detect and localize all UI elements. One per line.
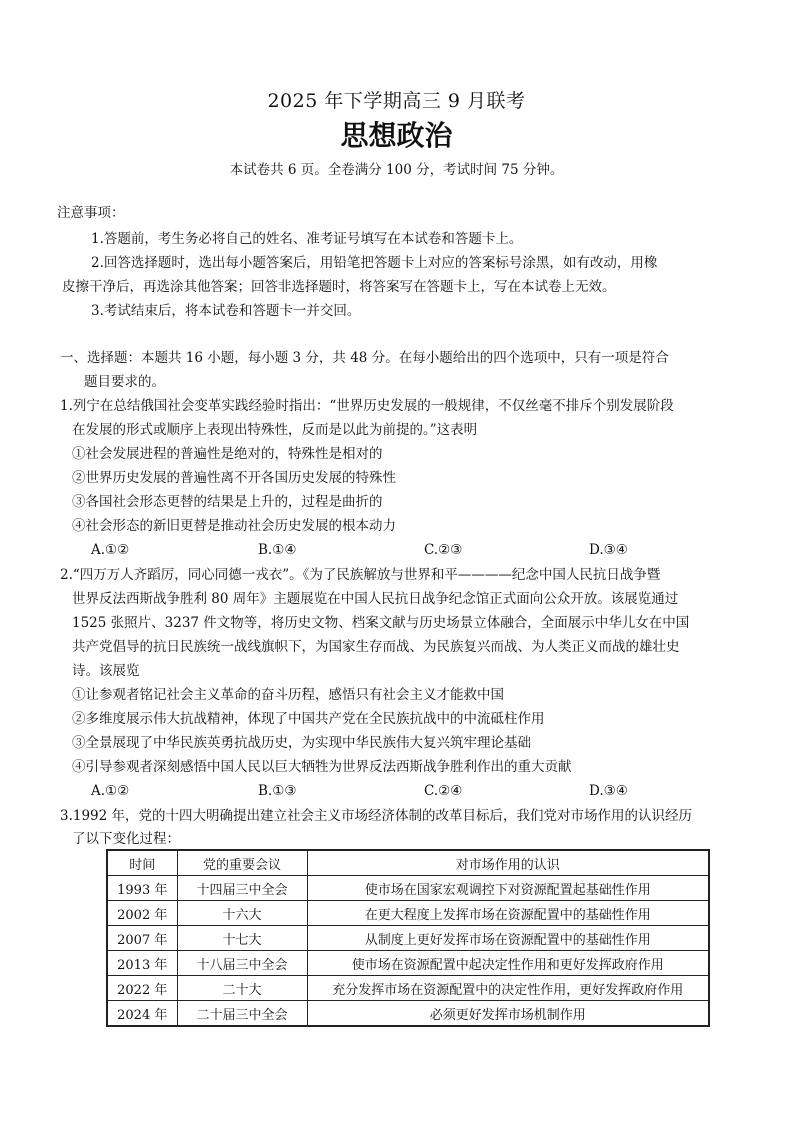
q2-option-b: B.①③ — [258, 783, 297, 799]
q2-statement-2: ②多维度展示伟大抗战精神，体现了中国共产党在全民族抗战中的中流砥柱作用 — [72, 711, 545, 727]
q1-statement-1: ①社会发展进程的普遍性是绝对的，特殊性是相对的 — [72, 446, 383, 462]
table-header-cell: 对市场作用的认识 — [307, 850, 709, 876]
q2-option-a: A.①② — [91, 783, 130, 799]
q2-stem-line-2: 世界反法西斯战争胜利 80 周年》主题展览在中国人民抗日战争纪念馆正式面向公众开放。该展览通过 — [72, 591, 679, 607]
q1-option-c: C.②③ — [424, 542, 463, 558]
q1-statement-2: ②世界历史发展的普遍性离不开各国历史发展的特殊性 — [72, 470, 396, 486]
q2-stem-line-5: 诗。该展览 — [72, 663, 140, 679]
q1-statement-4: ④社会形态的新旧更替是推动社会历史发展的根本动力 — [72, 518, 396, 534]
market-role-table — [106, 849, 710, 1027]
table-cell-understanding: 使市场在国家宏观调控下对资源配置起基础性作用 — [307, 876, 709, 901]
notice-item-3: 3.考试结束后，将本试卷和答题卡一并交回。 — [91, 303, 361, 319]
table-cell-understanding: 必须更好发挥市场机制作用 — [307, 1001, 709, 1027]
q1-options — [0, 538, 793, 562]
table-cell-year: 2002 年 — [107, 901, 177, 926]
notice-item-1: 1.答题前，考生务必将自己的姓名、准考证号填写在本试卷和答题卡上。 — [91, 231, 523, 247]
table-cell-meeting: 十六大 — [177, 901, 307, 926]
q2-option-d: D.③④ — [589, 783, 628, 799]
q1-option-a: A.①② — [91, 542, 130, 558]
table-cell-year: 2013 年 — [107, 951, 177, 976]
q3-stem-line-1: 3.1992 年，党的十四大明确提出建立社会主义市场经济体制的改革目标后，我们党对市场作用的认识经历 — [60, 808, 693, 824]
table-cell-understanding: 在更大程度上发挥市场在资源配置中的基础性作用 — [307, 901, 709, 926]
table-cell-understanding: 使市场在资源配置中起决定性作用和更好发挥政府作用 — [307, 951, 709, 976]
q2-stem-line-4: 共产党倡导的抗日民族统一战线旗帜下，为国家生存而战、为民族复兴而战、为人类正义而战的雄壮史 — [72, 639, 680, 655]
table-cell-meeting: 二十届三中全会 — [177, 1001, 307, 1027]
section-heading-line-1: 一、选择题：本题共 16 小题，每小题 3 分，共 48 分。在每小题给出的四个选项中，只有一项是符合 — [60, 350, 669, 366]
q2-statement-4: ④引导参观者深刻感悟中国人民以巨大牺牲为世界反法西斯战争胜利作出的重大贡献 — [72, 759, 572, 775]
q2-options — [0, 779, 793, 803]
table-cell-year: 2007 年 — [107, 926, 177, 951]
q1-option-d: D.③④ — [589, 542, 628, 558]
table-row — [107, 901, 709, 926]
table-cell-year: 2024 年 — [107, 1001, 177, 1027]
notice-heading: 注意事项： — [57, 205, 125, 221]
exam-info: 本试卷共 6 页。全卷满分 100 分，考试时间 75 分钟。 — [229, 162, 564, 178]
table-cell-year: 1993 年 — [107, 876, 177, 901]
table-cell-understanding: 充分发挥市场在资源配置中的决定性作用，更好发挥政府作用 — [307, 976, 709, 1001]
subject-title: 思想政治 — [340, 119, 453, 152]
table-cell-year: 2022 年 — [107, 976, 177, 1001]
q2-stem-line-3: 1525 张照片、3237 件文物等，将历史文物、档案文献与历史场景立体融合，全面展示中华儿女在中国 — [72, 615, 690, 631]
exam-title: 2025 年下学期高三 9 月联考 — [267, 90, 526, 112]
notice-item-2-line-1: 2.回答选择题时，选出每小题答案后，用铅笔把答题卡上对应的答案标号涂黑，如有改动，用橡 — [91, 255, 658, 271]
q2-stem-line-1: 2.“四万万人齐蹈厉，同心同德一戎衣”。《为了民族解放与世界和平————纪念中国人民抗日战争暨 — [60, 567, 661, 583]
table-row — [107, 926, 709, 951]
q1-stem-line-2: 在发展的形式或顺序上表现出特殊性，反而是以此为前提的。”这表明 — [72, 422, 478, 438]
table-row — [107, 951, 709, 976]
q2-statement-1: ①让参观者铭记社会主义革命的奋斗历程，感悟只有社会主义才能救中国 — [72, 687, 504, 703]
q1-statement-3: ③各国社会形态更替的结果是上升的，过程是曲折的 — [72, 494, 383, 510]
q2-option-c: C.②④ — [424, 783, 463, 799]
table-header-cell: 党的重要会议 — [177, 850, 307, 876]
q2-statement-3: ③全景展现了中华民族英勇抗战历史，为实现中华民族伟大复兴筑牢理论基础 — [72, 735, 531, 751]
table-cell-meeting: 十七大 — [177, 926, 307, 951]
table-row — [107, 1001, 709, 1027]
q1-option-b: B.①④ — [258, 542, 297, 558]
q3-stem-line-2: 了以下变化过程： — [72, 831, 180, 847]
table-cell-meeting: 十四届三中全会 — [177, 876, 307, 901]
table-header-row — [107, 850, 709, 876]
table-row — [107, 976, 709, 1001]
table-cell-understanding: 从制度上更好发挥市场在资源配置中的基础性作用 — [307, 926, 709, 951]
q1-stem-line-1: 1.列宁在总结俄国社会变革实践经验时指出：“世界历史发展的一般规律，不仅丝毫不排斥个别发展阶段 — [60, 398, 674, 414]
table-row — [107, 876, 709, 901]
table-cell-meeting: 十八届三中全会 — [177, 951, 307, 976]
section-heading-line-2: 题目要求的。 — [84, 374, 165, 390]
notice-item-2-line-2: 皮擦干净后，再选涂其他答案；回答非选择题时，将答案写在答题卡上，写在本试卷上无效。 — [62, 279, 616, 295]
table-header-cell: 时间 — [107, 850, 177, 876]
table-cell-meeting: 二十大 — [177, 976, 307, 1001]
